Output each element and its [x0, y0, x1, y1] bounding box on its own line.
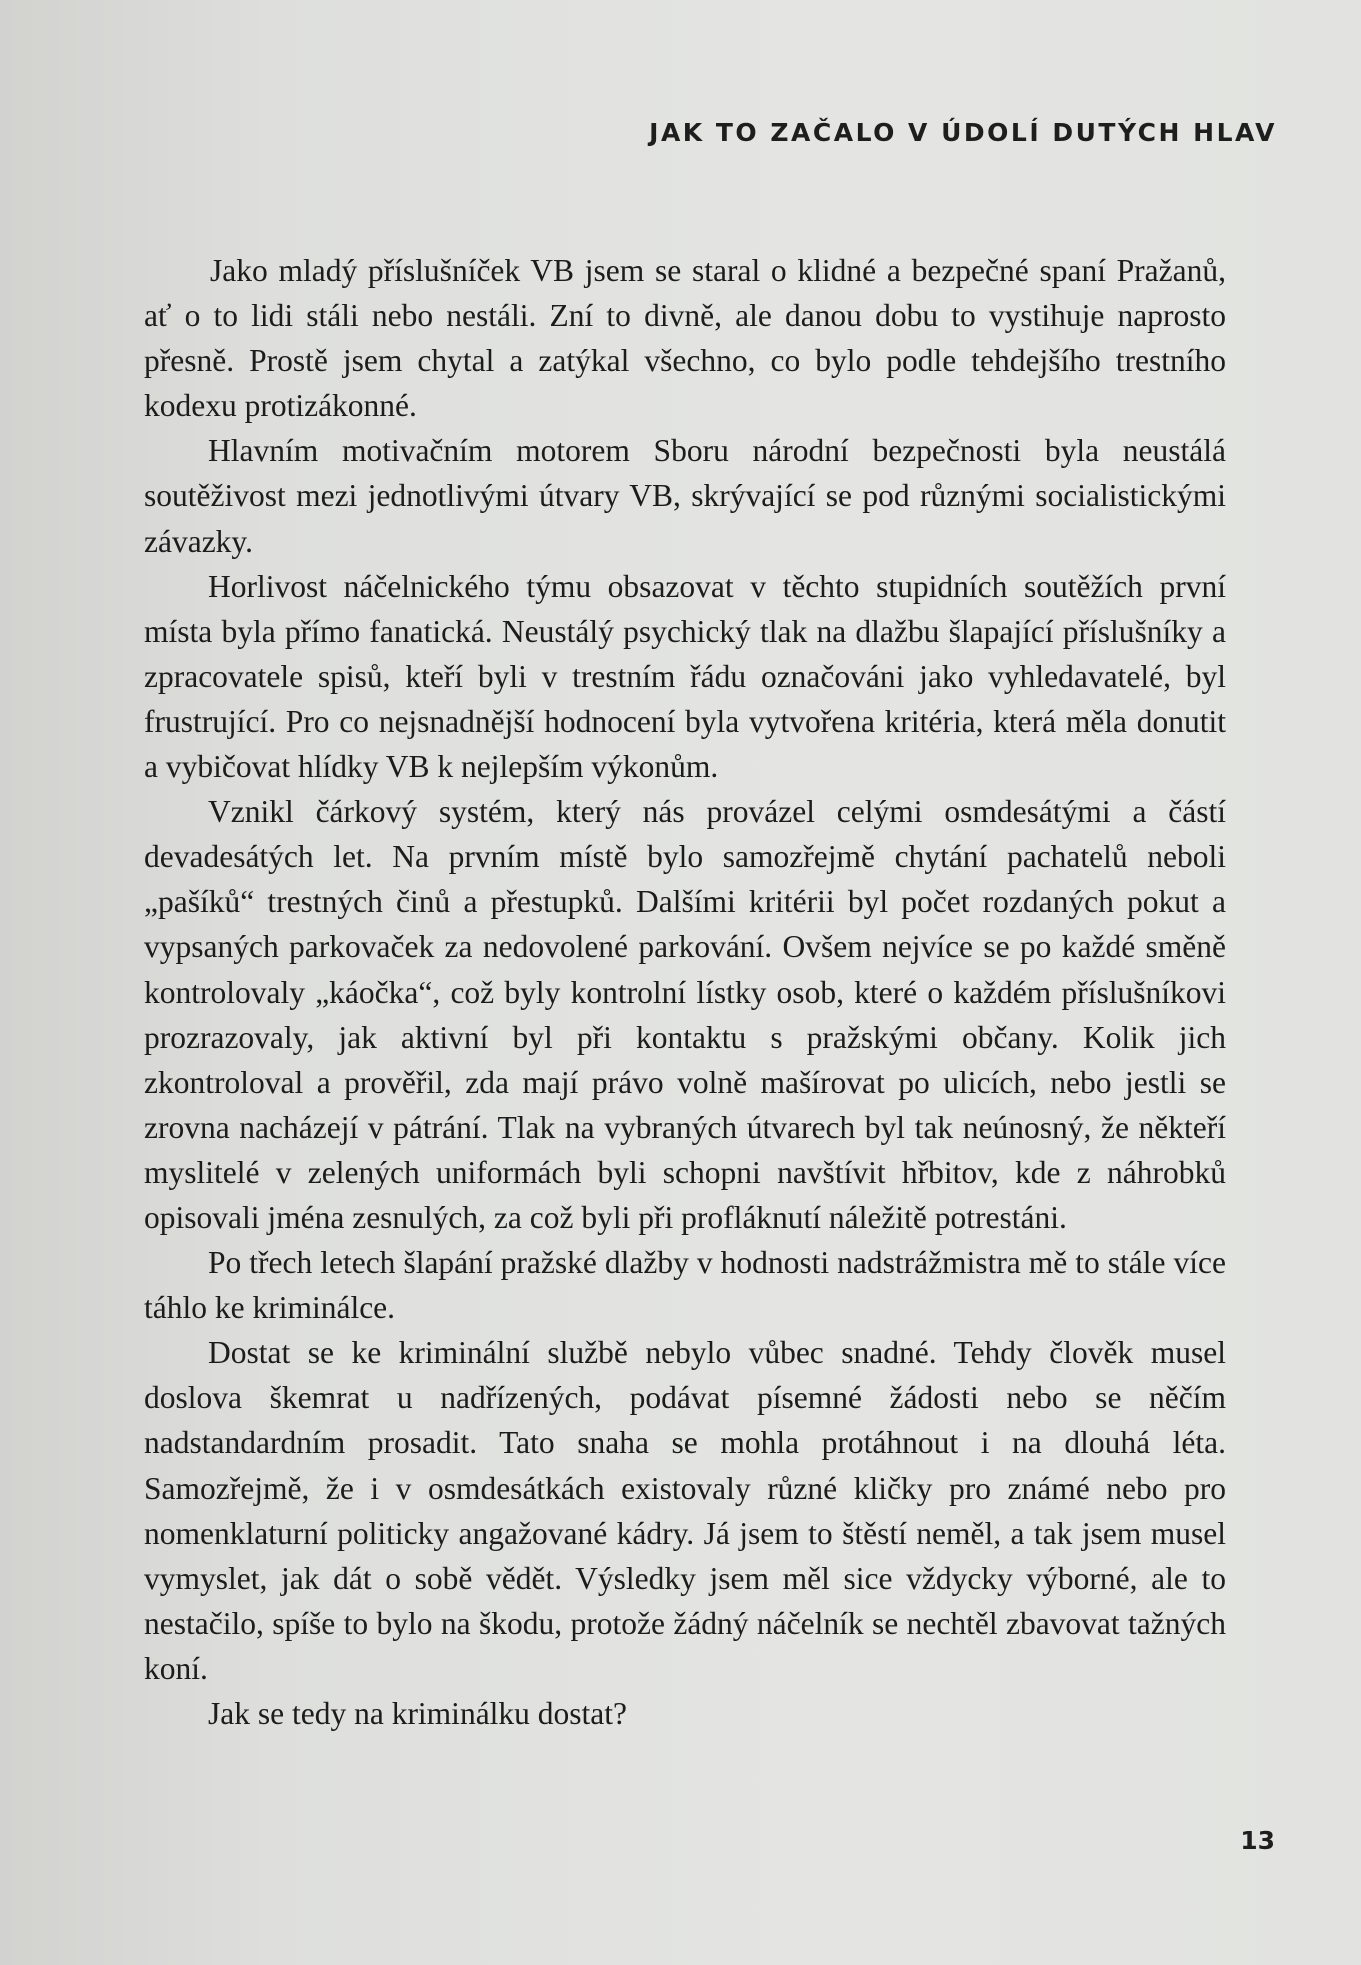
- page-number: 13: [1240, 1826, 1275, 1855]
- paragraph: Hlavním motivačním motorem Sboru národní bezpečnosti byla neustálá soutěživost mezi jednotlivými útvary VB, skrývající se pod různými socialistickými závazky.: [144, 433, 1226, 559]
- paragraph: Jak se tedy na kriminálku dostat?: [208, 1696, 628, 1731]
- paragraph: Vznikl čárkový systém, který nás provázel celými osmdesátými a částí devadesátých let. Na prvním místě bylo samozřejmě chytání pachatelů neboli „pašíků“ trestných činů a přestupků. Dalšími kritérii byl počet rozdaných pokut a vypsaných parkovaček za nedovolené parkování. Ovšem nejvíce se po každé směně kontrolovaly „káočka“, což byly kontrolní lístky osob, které o každém příslušníkovi prozrazovaly, jak aktivní byl při kontaktu s pražskými občany. Kolik jich zkontroloval a prověřil, zda mají právo volně mašírovat po ulicích, nebo jestli se zrovna nacházejí v pátrání. Tlak na vybraných útvarech byl tak neúnosný, že někteří myslitelé v zelených uniformách byli schopni navštívit hřbitov, kde z náhrobků opisovali jména zesnulých, za což byli při profláknutí náležitě potrestáni.: [144, 794, 1226, 1235]
- paragraph: Dostat se ke kriminální službě nebylo vůbec snadné. Tehdy člověk musel doslova škemrat u nadřízených, podávat písemné žádosti nebo se něčím nadstandardním prosadit. Tato snaha se mohla protáhnout i na dlouhá léta. Samozřejmě, že i v osmdesátkách existovaly různé kličky pro známé nebo pro nomenklaturní politicky angažované kádry. Já jsem to štěstí neměl, a tak jsem musel vymyslet, jak dát o sobě vědět. Výsledky jsem měl sice vždycky výborné, ale to nestačilo, spíše to bylo na škodu, protože žádný náčelník se nechtěl zbavovat tažných koní.: [144, 1335, 1226, 1686]
- paragraph: Po třech letech šlapání pražské dlažby v hodnosti nadstrážmistra mě to stále více táhlo ke kriminálce.: [144, 1245, 1226, 1326]
- paragraph: Jako mladý příslušníček VB jsem se staral o klidné a bezpečné spaní Pražanů, ať o to lidi stáli nebo nestáli. Zní to divně, ale danou dobu to vystihuje naprosto přesně. Prostě jsem chytal a zatýkal všechno, co bylo podle tehdejšího trestního kodexu protizákonné.: [144, 253, 1226, 424]
- running-header: JAK TO ZAČALO V ÚDOLÍ DUTÝCH HLAV: [649, 118, 1277, 147]
- paragraph: Horlivost náčelnického týmu obsazovat v těchto stupidních soutěžích první místa byla přímo fanatická. Neustálý psychický tlak na dlažbu šlapající příslušníky a zpracovatele spisů, kteří byli v trestním řádu označováni jako vyhledavatelé, byl frustrující. Pro co nejsnadnější hodnocení byla vytvořena kritéria, která měla donutit a vybičovat hlídky VB k nejlepším výkonům.: [144, 568, 1226, 785]
- body-text: [144, 248, 1226, 1736]
